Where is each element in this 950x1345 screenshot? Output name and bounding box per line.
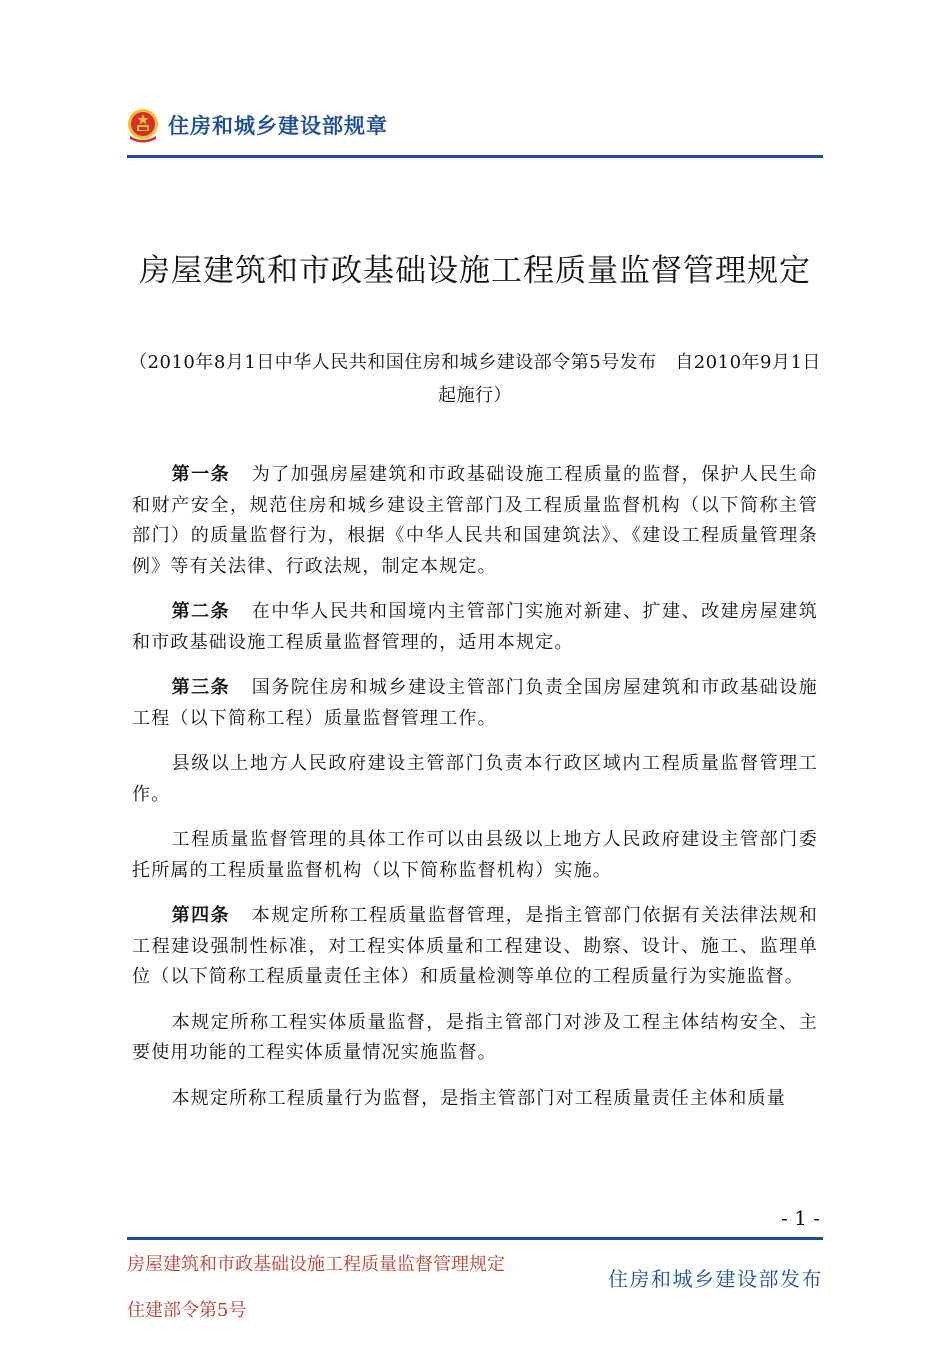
document-body xyxy=(132,460,818,1129)
header-title: 住房和城乡建设部规章 xyxy=(168,114,388,138)
footer-document-name: 房屋建筑和市政基础设施工程质量监督管理规定 xyxy=(127,1254,505,1275)
page-header xyxy=(126,103,388,147)
paragraph-text: 县级以上地方人民政府建设主管部门负责本行政区域内工程质量监督管理工作。 xyxy=(132,753,818,805)
paragraph xyxy=(132,1008,818,1069)
footer-publisher: 住房和城乡建设部发布 xyxy=(608,1267,823,1291)
article-label: 第二条 xyxy=(171,601,231,622)
paragraph-text: 国务院住房和城乡建设主管部门负责全国房屋建筑和市政基础设施工程（以下简称工程）质量监督管理工作。 xyxy=(132,677,818,729)
paragraph xyxy=(132,1084,818,1115)
article-label: 第三条 xyxy=(171,677,231,698)
article-1-paragraph xyxy=(132,460,818,582)
article-label: 第一条 xyxy=(171,464,231,485)
paragraph-text: 在中华人民共和国境内主管部门实施对新建、扩建、改建房屋建筑和市政基础设施工程质量监督管理的，适用本规定。 xyxy=(132,601,818,653)
paragraph-text: 本规定所称工程质量行为监督，是指主管部门对工程质量责任主体和质量 xyxy=(171,1087,786,1109)
paragraph-text: 为了加强房屋建筑和市政基础设施工程质量的监督，保护人民生命和财产安全，规范住房和城乡建设主管部门及工程质量监督机构（以下简称主管部门）的质量监督行为，根据《中华人民共和国建筑法》、《建设工程质量管理条例》等有关法律、行政法规，制定本规定。 xyxy=(132,464,818,577)
footer-divider xyxy=(127,1237,823,1240)
header-divider xyxy=(127,155,823,158)
paragraph xyxy=(132,825,818,886)
article-4-paragraph xyxy=(132,901,818,993)
article-2-paragraph xyxy=(132,597,818,658)
paragraph-text: 工程质量监督管理的具体工作可以由县级以上地方人民政府建设主管部门委托所属的工程质量监督机构（以下简称监督机构）实施。 xyxy=(132,829,818,881)
national-emblem-icon xyxy=(126,106,160,144)
document-title: 房屋建筑和市政基础设施工程质量监督管理规定 xyxy=(139,253,811,289)
paragraph-text: 本规定所称工程实体质量监督，是指主管部门对涉及工程主体结构安全、主要使用功能的工程实体质量情况实施监督。 xyxy=(132,1011,818,1063)
article-3-paragraph xyxy=(132,673,818,734)
page-number: - 1 - xyxy=(781,1206,820,1230)
footer-order-number: 住建部令第5号 xyxy=(127,1300,247,1321)
paragraph xyxy=(132,749,818,810)
document-subtitle: （2010年8月1日中华人民共和国住房和城乡建设部令第5号发布 自2010年9月1日起施行） xyxy=(129,352,821,406)
article-label: 第四条 xyxy=(171,905,231,926)
paragraph-text: 本规定所称工程质量监督管理，是指主管部门依据有关法律法规和工程建设强制性标准，对工程实体质量和工程建设、勘察、设计、施工、监理单位（以下简称工程质量责任主体）和质量检测等单位的工程质量行为实施监督。 xyxy=(132,905,818,987)
